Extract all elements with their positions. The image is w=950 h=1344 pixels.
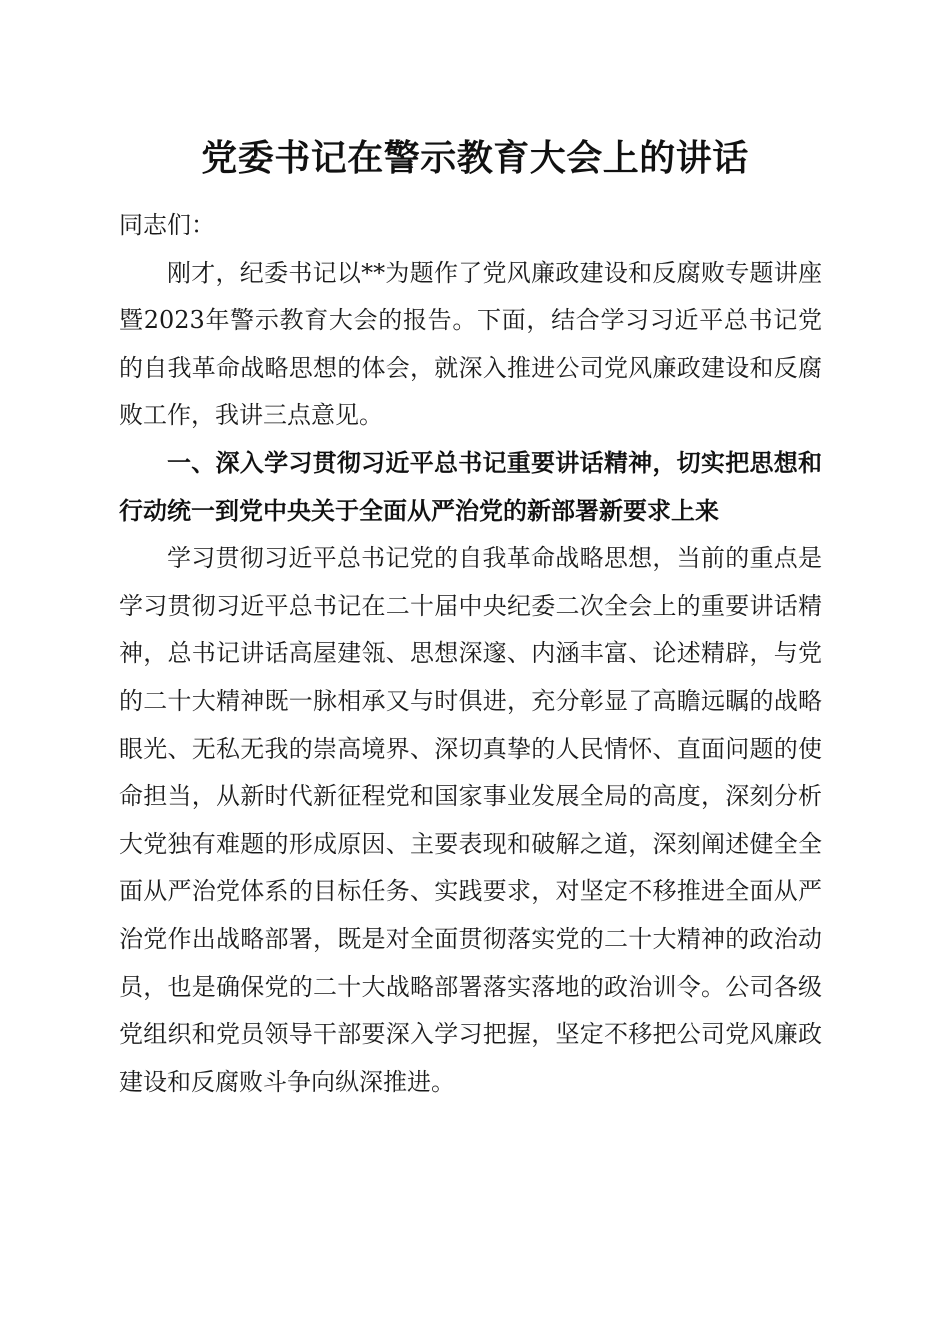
document-title: 党委书记在警示教育大会上的讲话 — [201, 137, 749, 179]
salutation: 同志们： — [119, 211, 215, 239]
section-1-paragraph: 学习贯彻习近平总书记党的自我革命战略思想，当前的重点是学习贯彻习近平总书记在二十届中央纪委二次全会上的重要讲话精神，总书记讲话高屋建瓴、思想深邃、内涵丰富、论述精辟，与党的二十大精神既一脉相承又与时俱进，充分彰显了高瞻远瞩的战略眼光、无私无我的崇高境界、深切真挚的人民情怀、直面问题的使命担当，从新时代新征程党和国家事业发展全局的高度，深刻分析大党独有难题的形成原因、主要表现和破解之道，深刻阐述健全全面从严治党体系的目标任务、实践要求，对坚定不移推进全面从严治党作出战略部署，既是对全面贯彻落实党的二十大精神的政治动员，也是确保党的二十大战略部署落实落地的政治训令。公司各级党组织和党员领导干部要深入学习把握，坚定不移把公司党风廉政建设和反腐败斗争向纵深推进。 — [119, 544, 822, 1096]
section-1-heading: 一、深入学习贯彻习近平总书记重要讲话精神，切实把思想和行动统一到党中央关于全面从严治党的新部署新要求上来 — [119, 448, 822, 525]
intro-paragraph: 刚才，纪委书记以**为题作了党风廉政建设和反腐败专题讲座暨2023年警示教育大会的报告。下面，结合学习习近平总书记党的自我革命战略思想的体会，就深入推进公司党风廉政建设和反腐败工作，我讲三点意见。 — [119, 258, 822, 430]
document-body — [119, 202, 822, 1106]
